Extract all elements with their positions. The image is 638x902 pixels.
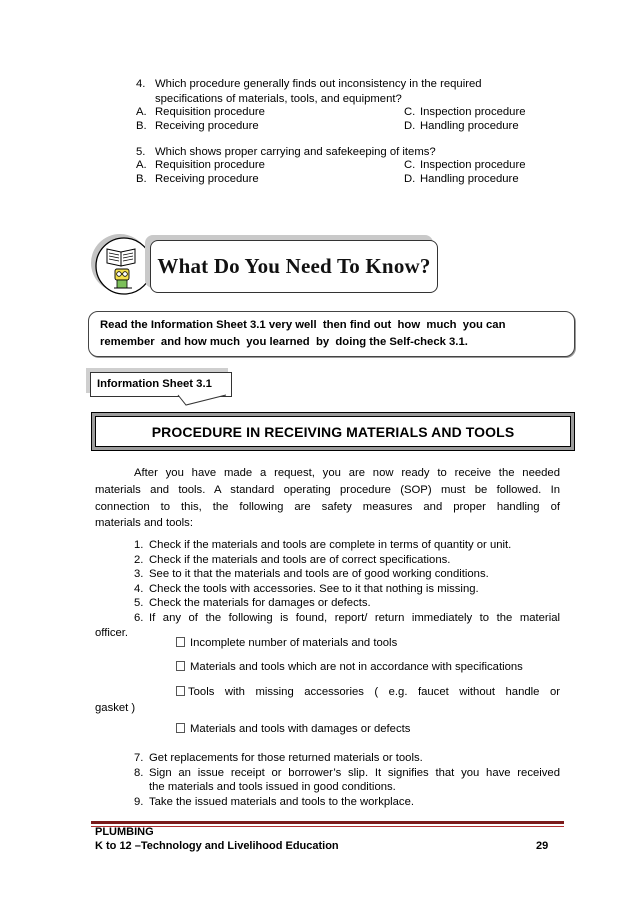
bullet-item xyxy=(176,722,410,736)
list-number: 9. xyxy=(134,796,144,808)
bullet-item xyxy=(176,660,523,674)
answer-option-d xyxy=(404,172,519,186)
list-text: Check if the materials and tools are complete in terms of quantity or unit. xyxy=(149,539,512,551)
list-text: officer. xyxy=(95,627,129,639)
list-text: Get replacements for those returned materials or tools. xyxy=(149,752,423,764)
bullet-text: gasket ) xyxy=(95,702,136,714)
list-item xyxy=(134,795,414,809)
question-number: 5. xyxy=(136,146,146,158)
question-number: 4. xyxy=(136,78,146,90)
footer-subject: PLUMBING xyxy=(95,826,154,838)
list-number: 6. xyxy=(134,612,144,624)
option-text: Requisition procedure xyxy=(155,106,265,118)
bullet-text: Incomplete number of materials and tools xyxy=(190,637,398,649)
box-bullet-icon xyxy=(176,637,185,647)
answer-option-c xyxy=(404,158,526,172)
list-number: 1. xyxy=(134,539,144,551)
section-banner xyxy=(150,240,438,293)
option-text: Inspection procedure xyxy=(420,159,526,171)
option-letter: D. xyxy=(404,173,416,185)
answer-option-b xyxy=(136,119,259,133)
tag-pointer xyxy=(176,394,228,406)
list-number: 4. xyxy=(134,583,144,595)
question-text: Which procedure generally finds out inconsistency in the required xyxy=(155,78,482,90)
list-number: 7. xyxy=(134,752,144,764)
list-number: 2. xyxy=(134,554,144,566)
bullet-text: Materials and tools with damages or defects xyxy=(190,723,411,735)
answer-option-b xyxy=(136,172,259,186)
list-number: 8. xyxy=(134,767,144,779)
bullet-text: Tools with missing accessories ( e.g. faucet without handle or xyxy=(188,686,560,698)
list-item xyxy=(134,538,511,552)
paragraph-line: materials and tools. A standard operating procedure (SOP) must be followed. In xyxy=(95,484,560,496)
bullet-item xyxy=(176,636,397,650)
instruction-text: remember and how much you learned by doing the Self-check 3.1. xyxy=(100,336,468,348)
list-text: Check if the materials and tools are of correct specifications. xyxy=(149,554,451,566)
list-text: Check the materials for damages or defects. xyxy=(149,597,371,609)
paragraph-line: connection to this, the following are safety measures and proper handling of xyxy=(95,501,560,513)
option-text: Requisition procedure xyxy=(155,159,265,171)
section-title-box xyxy=(91,412,575,451)
list-number: 3. xyxy=(134,568,144,580)
section-title-frame xyxy=(95,416,571,447)
answer-option-a xyxy=(136,158,265,172)
section-title: PROCEDURE IN RECEIVING MATERIALS AND TOOLS xyxy=(151,423,515,440)
list-item xyxy=(134,553,450,567)
list-item xyxy=(134,582,479,596)
page-number: 29 xyxy=(536,840,549,852)
book-and-reader-icon xyxy=(90,233,156,299)
footer-course: K to 12 –Technology and Livelihood Education xyxy=(95,840,339,852)
list-item xyxy=(134,567,489,581)
option-letter: A. xyxy=(136,106,147,118)
list-text: Sign an issue receipt or borrower’s slip. It signifies that you have received xyxy=(149,767,560,779)
option-letter: C. xyxy=(404,159,416,171)
list-item xyxy=(134,751,423,765)
bullet-text: Materials and tools which are not in accordance with specifications xyxy=(190,661,523,673)
answer-option-a xyxy=(136,105,265,119)
info-sheet-label: Information Sheet 3.1 xyxy=(97,378,212,390)
option-letter: B. xyxy=(136,173,147,185)
list-text: Take the issued materials and tools to the workplace. xyxy=(149,796,414,808)
list-item xyxy=(134,596,371,610)
answer-option-c xyxy=(404,105,526,119)
option-text: Handling procedure xyxy=(420,173,519,185)
question-text: Which shows proper carrying and safekeeping of items? xyxy=(155,146,436,158)
list-text: the materials and tools issued in good conditions. xyxy=(149,781,396,793)
list-text: Check the tools with accessories. See to it that nothing is missing. xyxy=(149,583,479,595)
option-text: Handling procedure xyxy=(420,120,519,132)
box-bullet-icon xyxy=(176,661,185,671)
answer-option-d xyxy=(404,119,519,133)
banner-title: What Do You Need To Know? xyxy=(157,254,431,278)
paragraph-line: materials and tools: xyxy=(95,517,193,529)
option-text: Inspection procedure xyxy=(420,106,526,118)
box-bullet-icon xyxy=(176,686,185,696)
option-text: Receiving procedure xyxy=(155,173,259,185)
option-letter: B. xyxy=(136,120,147,132)
option-text: Receiving procedure xyxy=(155,120,259,132)
list-number: 5. xyxy=(134,597,144,609)
option-letter: A. xyxy=(136,159,147,171)
question-text: specifications of materials, tools, and equipment? xyxy=(155,93,402,105)
box-bullet-icon xyxy=(176,723,185,733)
footer-rule xyxy=(91,826,564,827)
paragraph-line: After you have made a request, you are now ready to receive the needed xyxy=(134,467,560,479)
option-letter: C. xyxy=(404,106,416,118)
list-text: If any of the following is found, report/ return immediately to the material xyxy=(149,612,560,624)
instruction-text: Read the Information Sheet 3.1 very well then find out how much you can xyxy=(100,319,506,331)
option-letter: D. xyxy=(404,120,416,132)
footer-rule xyxy=(91,821,564,824)
list-text: See to it that the materials and tools are of good working conditions. xyxy=(149,568,489,580)
